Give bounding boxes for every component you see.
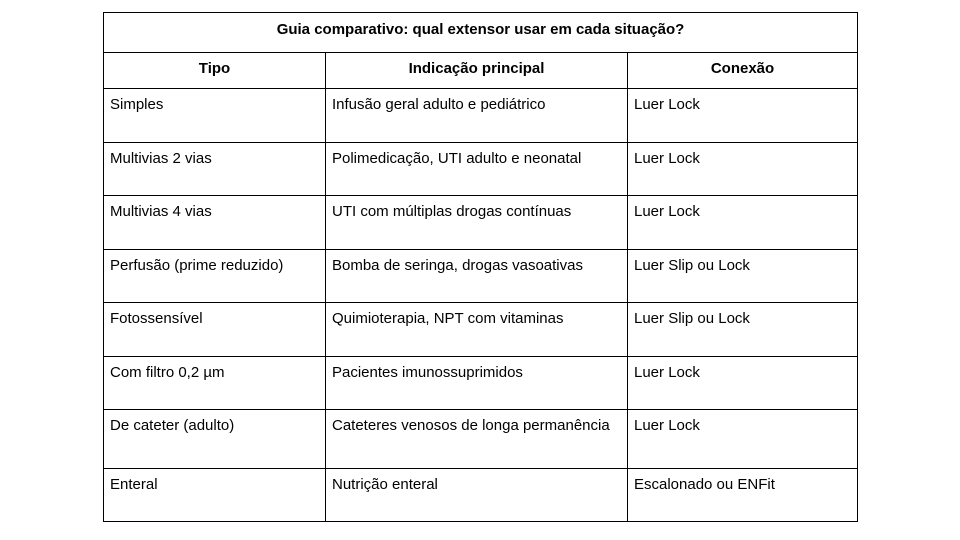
cell-tipo: Com filtro 0,2 µm — [104, 357, 326, 410]
column-header-indicacao: Indicação principal — [326, 53, 628, 89]
table-row — [104, 469, 858, 522]
cell-conexao: Luer Lock — [628, 196, 858, 250]
cell-conexao: Escalonado ou ENFit — [628, 469, 858, 522]
comparison-table — [103, 12, 858, 522]
cell-indicacao: Nutrição enteral — [326, 469, 628, 522]
table-row — [104, 410, 858, 469]
table-row — [104, 357, 858, 410]
cell-tipo: Multivias 4 vias — [104, 196, 326, 250]
cell-tipo: Simples — [104, 89, 326, 143]
cell-indicacao: Infusão geral adulto e pediátrico — [326, 89, 628, 143]
table-row — [104, 303, 858, 357]
column-header-conexao: Conexão — [628, 53, 858, 89]
cell-indicacao: Cateteres venosos de longa permanência — [326, 410, 628, 469]
cell-tipo: De cateter (adulto) — [104, 410, 326, 469]
cell-conexao: Luer Lock — [628, 357, 858, 410]
cell-conexao: Luer Lock — [628, 143, 858, 196]
title-row — [104, 13, 858, 53]
cell-conexao: Luer Lock — [628, 410, 858, 469]
table-row — [104, 250, 858, 303]
cell-tipo: Fotossensível — [104, 303, 326, 357]
cell-conexao: Luer Slip ou Lock — [628, 250, 858, 303]
header-row — [104, 53, 858, 89]
table-row — [104, 89, 858, 143]
table-row — [104, 196, 858, 250]
cell-tipo: Enteral — [104, 469, 326, 522]
table-title: Guia comparativo: qual extensor usar em cada situação? — [104, 13, 858, 53]
cell-conexao: Luer Lock — [628, 89, 858, 143]
cell-indicacao: Bomba de seringa, drogas vasoativas — [326, 250, 628, 303]
cell-indicacao: Quimioterapia, NPT com vitaminas — [326, 303, 628, 357]
cell-conexao: Luer Slip ou Lock — [628, 303, 858, 357]
table-row — [104, 143, 858, 196]
column-header-tipo: Tipo — [104, 53, 326, 89]
cell-indicacao: Pacientes imunossuprimidos — [326, 357, 628, 410]
cell-tipo: Multivias 2 vias — [104, 143, 326, 196]
cell-indicacao: UTI com múltiplas drogas contínuas — [326, 196, 628, 250]
cell-indicacao: Polimedicação, UTI adulto e neonatal — [326, 143, 628, 196]
cell-tipo: Perfusão (prime reduzido) — [104, 250, 326, 303]
